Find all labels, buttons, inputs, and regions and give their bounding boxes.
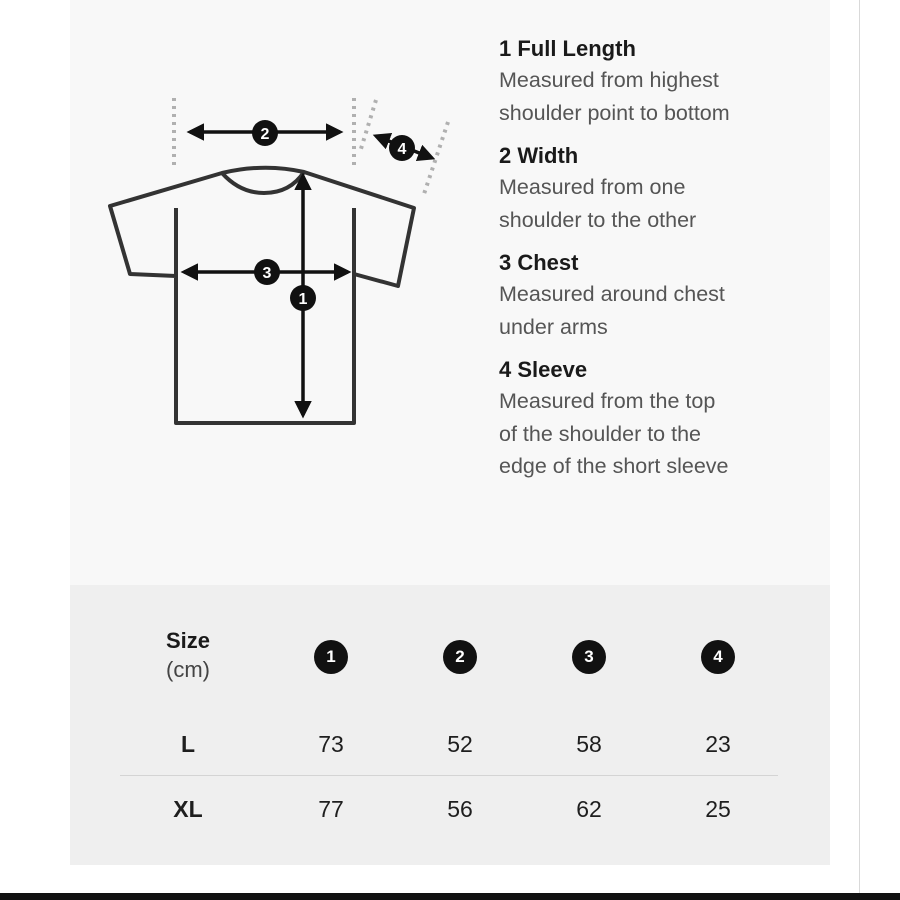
legend-desc-line: of the shoulder to the bbox=[499, 421, 702, 446]
legend-full-length bbox=[499, 34, 819, 129]
marker-2 bbox=[252, 120, 278, 146]
table-cell: 52 bbox=[447, 731, 473, 757]
bottom-bar bbox=[0, 893, 900, 900]
row-divider bbox=[120, 775, 778, 776]
legend-desc-line: Measured around chest bbox=[499, 282, 725, 306]
legend-desc-line: shoulder to the other bbox=[499, 207, 697, 232]
table-cell: 62 bbox=[576, 796, 602, 822]
column-badge-2: 2 bbox=[443, 640, 477, 674]
table-cell: 23 bbox=[705, 731, 731, 757]
table-cell: 25 bbox=[705, 796, 731, 822]
row-size-label: XL bbox=[173, 796, 203, 822]
legend-desc-line: under arms bbox=[499, 314, 608, 339]
column-badge-3: 3 bbox=[572, 640, 606, 674]
marker-3 bbox=[254, 259, 280, 285]
legend-desc-line: shoulder point to bottom bbox=[499, 100, 730, 125]
tshirt-outline bbox=[110, 168, 414, 423]
legend-width bbox=[499, 141, 819, 236]
legend-sleeve bbox=[499, 355, 819, 483]
row-size-label: L bbox=[180, 731, 196, 757]
marker-4 bbox=[389, 135, 415, 161]
table-cell: 77 bbox=[318, 796, 344, 822]
column-badge-1: 1 bbox=[314, 640, 348, 674]
legend-desc-line: Measured from the top bbox=[499, 389, 716, 413]
size-column-header bbox=[138, 627, 238, 685]
legend-title: 3 Chest bbox=[499, 250, 579, 275]
legend-chest bbox=[499, 248, 819, 343]
size-header-label: Size bbox=[165, 628, 211, 653]
guide-sleeve-top bbox=[360, 100, 376, 152]
legend-desc-line: Measured from one bbox=[499, 175, 686, 199]
legend-title: 4 Sleeve bbox=[499, 357, 588, 382]
column-badge-4: 4 bbox=[701, 640, 735, 674]
tshirt-measurement-diagram bbox=[100, 90, 460, 435]
legend-desc-line: Measured from highest bbox=[499, 68, 719, 92]
marker-1 bbox=[290, 285, 316, 311]
legend-title: 2 Width bbox=[499, 143, 579, 168]
table-cell: 56 bbox=[447, 796, 473, 822]
svg-text:2: 2 bbox=[260, 126, 270, 143]
legend-desc-line: edge of the short sleeve bbox=[499, 454, 729, 478]
svg-text:4: 4 bbox=[397, 141, 407, 158]
svg-text:3: 3 bbox=[262, 265, 272, 282]
measurement-legend bbox=[499, 34, 819, 495]
svg-text:1: 1 bbox=[298, 291, 308, 308]
size-header-unit: (cm) bbox=[166, 657, 210, 682]
legend-title: 1 Full Length bbox=[499, 36, 636, 61]
table-cell: 58 bbox=[576, 731, 602, 757]
table-cell: 73 bbox=[318, 731, 344, 757]
frame-border bbox=[859, 0, 860, 895]
